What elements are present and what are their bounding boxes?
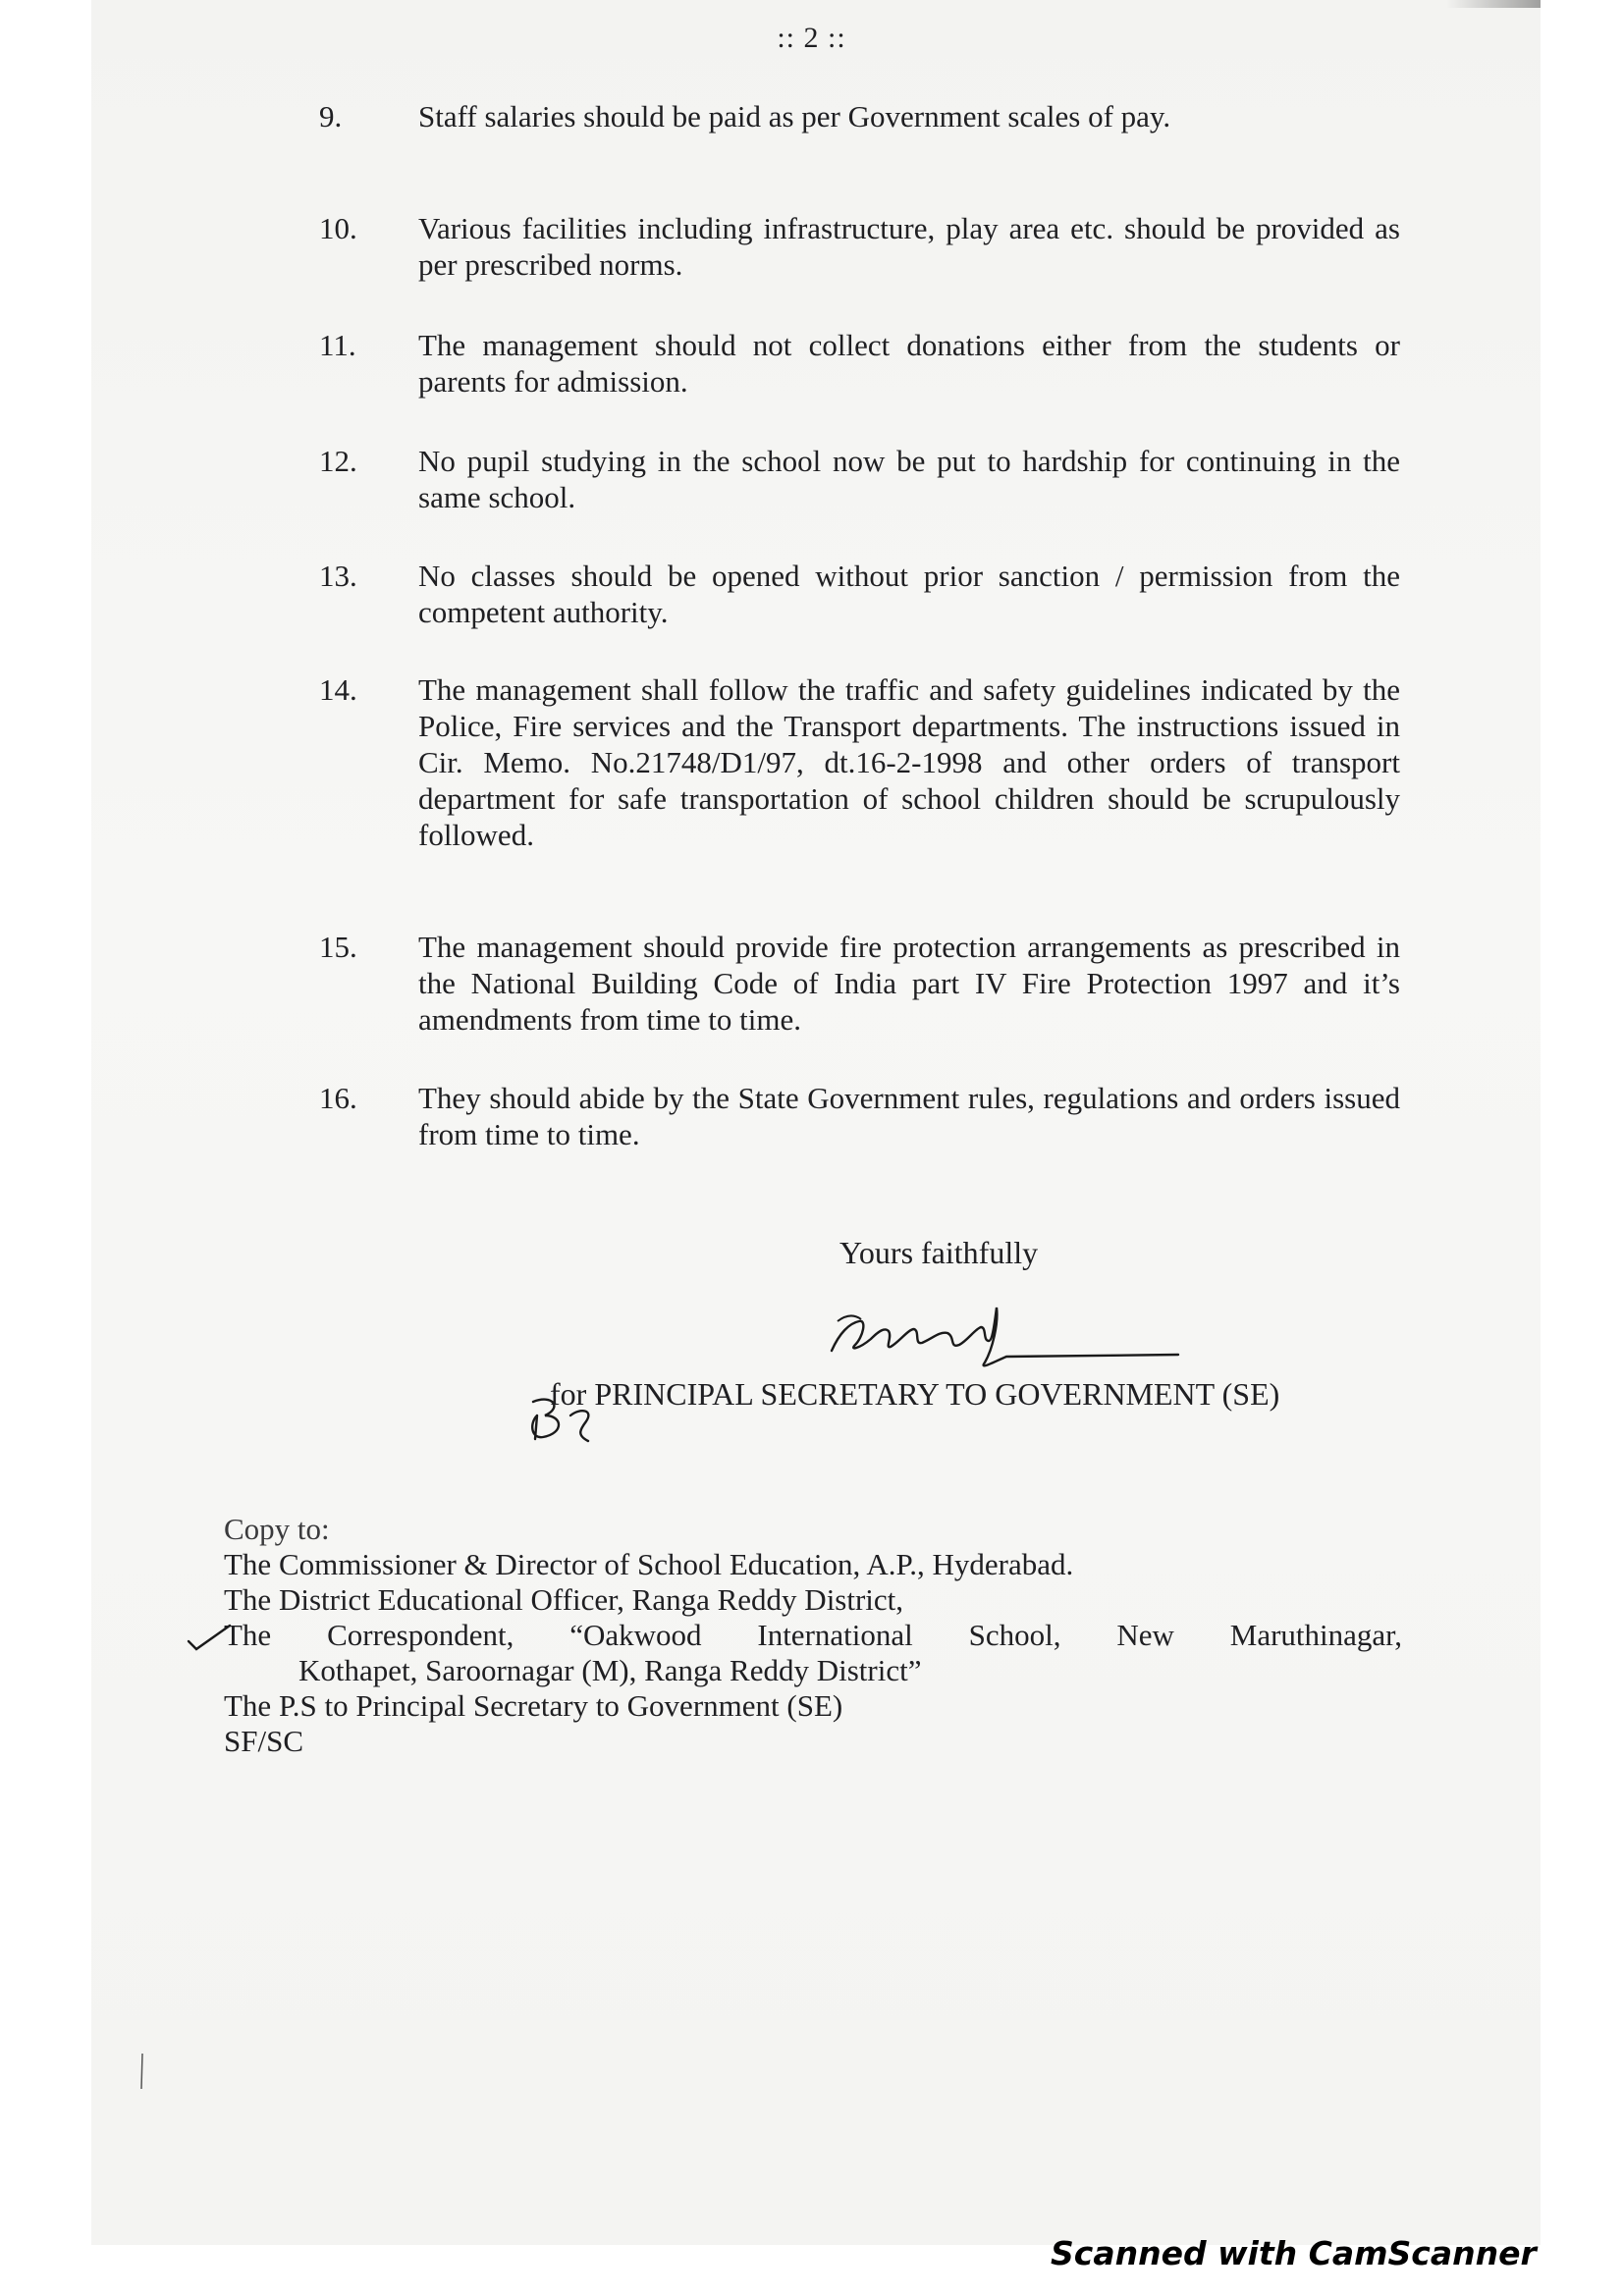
- item-number: 14.: [319, 672, 357, 707]
- item-number: 10.: [319, 211, 357, 245]
- item-number: 13.: [319, 559, 357, 593]
- page-edge-shadow: [1446, 0, 1541, 8]
- item-number: 15.: [319, 930, 357, 964]
- closing: Yours faithfully: [839, 1235, 1039, 1270]
- signature: [820, 1294, 1188, 1374]
- item-number: 12.: [319, 444, 357, 478]
- copy-recipient: The District Educational Officer, Ranga Reddy District,: [224, 1582, 904, 1617]
- item-text: No classes should be opened without prior sanction / permission from the competent authority.: [418, 559, 1400, 629]
- item-text: Staff salaries should be paid as per Government scales of pay.: [418, 99, 1171, 133]
- pen-mark: [137, 2052, 147, 2091]
- copy-recipient: The P.S to Principal Secretary to Government (SE): [224, 1688, 843, 1723]
- copy-to-block: [224, 1512, 1402, 1759]
- item-text: The management should provide fire protection arrangements as prescribed in the National Building Code of India part IV Fire Protection 1997 and it’s amendments from time to time.: [418, 930, 1400, 1037]
- page-number: :: 2 ::: [777, 22, 846, 54]
- item-text: The management shall follow the traffic and safety guidelines indicated by the Police, Fire services and the Transport departments. The instructions issued in Cir. Memo. No.21748/D1/97, dt.16-2-1998 and other orders of transport department for safe transportation of school children should be scrupulously followed.: [418, 672, 1400, 852]
- item-text: No pupil studying in the school now be put to hardship for continuing in the same school.: [418, 444, 1400, 514]
- item-text: Various facilities including infrastructure, play area etc. should be provided as per prescribed norms.: [418, 211, 1400, 282]
- item-number: 11.: [319, 328, 356, 362]
- signatory: for PRINCIPAL SECRETARY TO GOVERNMENT (SE): [550, 1376, 1280, 1412]
- item-number: 16.: [319, 1081, 357, 1115]
- file-reference: SF/SC: [224, 1724, 304, 1758]
- copy-recipient: The Correspondent, “Oakwood International School, New Maruthinagar,: [224, 1618, 1402, 1652]
- copy-recipient-continued: Kothapet, Saroornagar (M), Ranga Reddy District”: [298, 1653, 922, 1687]
- scanner-watermark: Scanned with CamScanner: [1051, 2234, 1537, 2272]
- copy-to-heading: Copy to:: [224, 1512, 330, 1546]
- item-text: The management should not collect donations either from the students or parents for admission.: [418, 328, 1400, 399]
- item-number: 9.: [319, 99, 343, 133]
- copy-recipient: The Commissioner & Director of School Education, A.P., Hyderabad.: [224, 1547, 1074, 1581]
- item-text: They should abide by the State Government rules, regulations and orders issued from time to time.: [418, 1081, 1400, 1151]
